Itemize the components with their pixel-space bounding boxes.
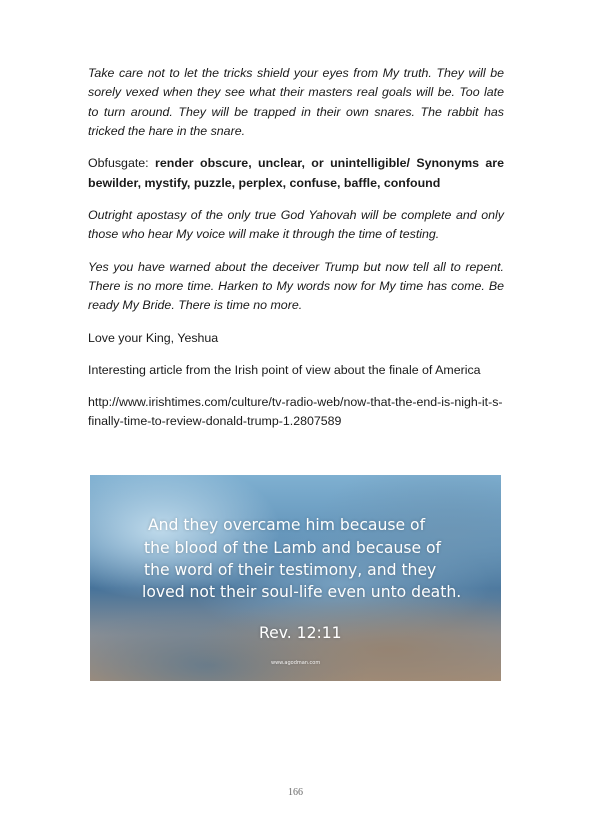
paragraph-definition bbox=[88, 154, 504, 193]
verse-image-text bbox=[90, 475, 501, 681]
verse-reference: Rev. 12:11 bbox=[259, 624, 342, 642]
verse-line: loved not their soul-life even unto death. bbox=[142, 583, 462, 601]
verse-image bbox=[90, 475, 501, 681]
paragraph-repent: Yes you have warned about the deceiver Trump but now tell all to repent. There is no more time. Harken to My words now for My time has come. Be ready My Bride. There is time no more. bbox=[88, 259, 504, 313]
verse-line: the blood of the Lamb and because of bbox=[144, 539, 442, 557]
paragraph-warning: Take care not to let the tricks shield your eyes from My truth. They will be sorely vexed when they see what their masters real goals will be. Too late to turn around. They will be trapped in their own snares. The rabbit has tricked the hare in the snare. bbox=[88, 66, 504, 139]
verse-line: the word of their testimony, and they bbox=[144, 561, 437, 579]
paragraph-signoff: Love your King, Yeshua bbox=[88, 330, 219, 345]
image-watermark: www.agodman.com bbox=[271, 660, 321, 666]
paragraph-apostasy: Outright apostasy of the only true God Yahovah will be complete and only those who hear My voice will make it through the time of testing. bbox=[88, 208, 504, 242]
definition-term: Obfusgate: bbox=[88, 156, 156, 171]
paragraph-article-intro: Interesting article from the Irish point of view about the finale of America bbox=[88, 362, 481, 377]
definition-text: render obscure, unclear, or unintelligible/ Synonyms are bewilder, mystify, puzzle, perplex, confuse, baffle, confound bbox=[88, 156, 505, 190]
article-link[interactable]: http://www.irishtimes.com/culture/tv-radio-web/now-that-the-end-is-nigh-it-s-finally-time-to-review-donald-trump-1.2807589 bbox=[88, 395, 503, 429]
page-content bbox=[88, 64, 504, 446]
page-number: 166 bbox=[288, 787, 303, 798]
verse-line: And they overcame him because of bbox=[148, 516, 426, 534]
